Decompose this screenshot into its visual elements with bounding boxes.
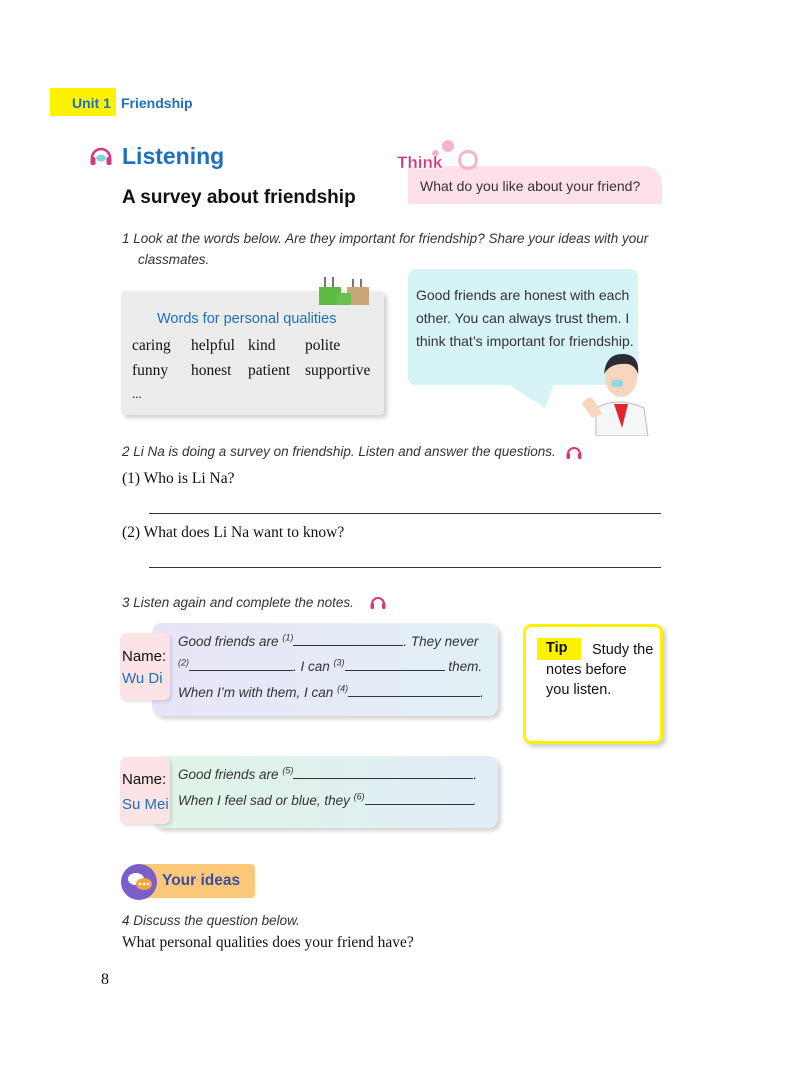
think-question: What do you like about your friend?	[420, 178, 641, 194]
think-label: Think	[397, 153, 443, 172]
instruction-line-1: 1 Look at the words below. Are they important for friendship? Share your ideas with your	[122, 231, 649, 246]
note-line	[178, 765, 477, 782]
note-text: .	[473, 767, 478, 782]
blank-number: (2)	[178, 657, 189, 668]
tip-label: Tip	[546, 640, 568, 656]
note-text: Good friends are	[178, 634, 279, 649]
name-value: Wu Di	[122, 670, 163, 687]
audio-icon	[369, 594, 387, 610]
question-2: (2) What does Li Na want to know?	[122, 524, 345, 541]
your-ideas-label: Your ideas	[162, 872, 241, 889]
note-text: .	[480, 685, 484, 700]
chat-bubbles-icon	[126, 870, 154, 894]
word-item: polite	[305, 337, 341, 354]
note-line	[178, 683, 484, 700]
blank-4[interactable]	[348, 683, 480, 697]
note-line	[178, 632, 478, 649]
note-text: . They never	[403, 634, 479, 649]
word-item: kind	[248, 337, 276, 354]
student-illustration	[578, 344, 662, 436]
answer-line[interactable]	[149, 513, 661, 514]
words-card-title: Words for personal qualities	[157, 311, 337, 327]
blank-number: (6)	[353, 791, 365, 802]
answer-line[interactable]	[149, 567, 661, 568]
word-item: honest	[191, 362, 232, 379]
word-item: helpful	[191, 337, 235, 354]
blank-3[interactable]	[345, 657, 445, 671]
name-tab	[120, 757, 170, 824]
word-item: patient	[248, 362, 291, 379]
name-label: Name:	[122, 648, 167, 665]
name-tab	[120, 633, 170, 700]
instruction-line-2: classmates.	[138, 252, 210, 267]
activity-2-instruction: 2 Li Na is doing a survey on friendship. Listen and answer the questions.	[122, 444, 556, 459]
blank-number: (3)	[333, 657, 345, 668]
note-text: When I feel sad or blue, they	[178, 793, 350, 808]
decor-ring	[458, 150, 478, 170]
name-value: Su Mei	[122, 796, 169, 813]
tip-text: Study the notes before you listen.	[546, 642, 654, 698]
note-line	[178, 657, 482, 674]
blank-6[interactable]	[365, 791, 473, 805]
activity-1-instruction	[122, 228, 667, 270]
blank-number: (1)	[282, 632, 294, 643]
blank-number: (5)	[282, 765, 294, 776]
word-item: supportive	[305, 362, 371, 379]
word-item: funny	[132, 362, 169, 379]
audio-icon	[565, 444, 583, 460]
binder-clip-icon	[317, 271, 371, 307]
blank-number: (4)	[337, 683, 349, 694]
note-line	[178, 791, 476, 808]
section-title: Listening	[122, 143, 225, 169]
decor-dot	[442, 140, 454, 152]
bubble-tail	[505, 382, 555, 410]
speech-bubble-text: Good friends are honest with each other. You can always trust them. I think that’s important for friendship.	[416, 287, 634, 349]
words-ellipsis: ...	[132, 386, 142, 401]
name-label: Name:	[122, 771, 167, 788]
discussion-question: What personal qualities does your friend have?	[122, 934, 414, 951]
blank-5[interactable]	[293, 765, 473, 779]
headphones-icon	[88, 143, 114, 169]
blank-2[interactable]	[189, 657, 293, 671]
activity-3-instruction: 3 Listen again and complete the notes.	[122, 595, 354, 610]
note-text: When I’m with them, I can	[178, 685, 334, 700]
note-text: them.	[448, 659, 483, 674]
page-number: 8	[101, 971, 109, 988]
blank-1[interactable]	[293, 632, 403, 646]
unit-title: Friendship	[121, 95, 193, 111]
note-text: Good friends are	[178, 767, 279, 782]
note-text: .	[472, 793, 477, 808]
unit-label: Unit 1	[72, 95, 111, 111]
lesson-title: A survey about friendship	[122, 187, 356, 208]
activity-4-instruction: 4 Discuss the question below.	[122, 913, 300, 928]
word-item: caring	[132, 337, 171, 354]
note-text: . I can	[293, 659, 330, 674]
question-1: (1) Who is Li Na?	[122, 470, 235, 487]
